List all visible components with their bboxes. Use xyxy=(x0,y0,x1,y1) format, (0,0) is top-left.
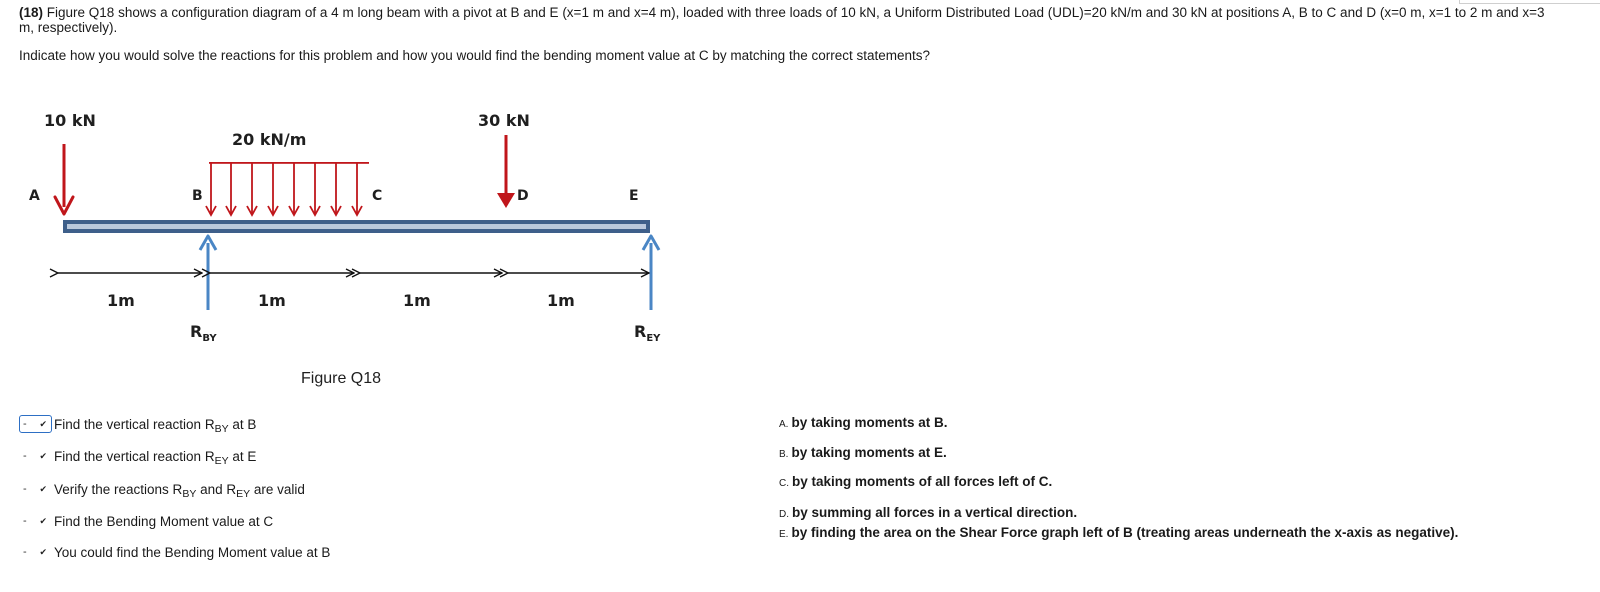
span-cd-label: 1m xyxy=(403,291,431,310)
answer-option-a: A. by taking moments at B. xyxy=(779,415,948,430)
question-body: Figure Q18 shows a configuration diagram of a 4 m long beam with a pivot at B and E (x=1 m and x=4 m), loaded with three loads of 10 kN, a Uniform Distributed Load (UDL)=20 kN/m and 30 kN at positions A, B to C and D (x=0 m, x=1 to 2 m and x=3 m, respectively). xyxy=(19,5,1545,35)
span-ab-label: 1m xyxy=(107,291,135,310)
match-select-3[interactable]: - ✔ xyxy=(23,483,47,495)
reaction-e-label: $R_{EY}$ xyxy=(634,322,661,344)
load-a-label: 10 kN xyxy=(44,111,96,130)
point-d-label: D xyxy=(517,188,529,204)
span-bc-label: 1m xyxy=(258,291,286,310)
span-de-label: 1m xyxy=(547,291,575,310)
chevron-down-icon: ✔ xyxy=(39,483,47,494)
match-select-1[interactable]: - ✔ xyxy=(19,415,52,433)
udl-label: 20 kN/m xyxy=(232,130,307,149)
match-statement-5: You could find the Bending Moment value at B xyxy=(54,544,331,560)
match-statement-1: Find the vertical reaction $R_{BY}$ at B xyxy=(54,416,257,435)
point-e-label: E xyxy=(629,188,639,204)
match-row-4 xyxy=(19,511,273,531)
match-select-4[interactable]: - ✔ xyxy=(23,515,47,527)
question-number: (18) xyxy=(19,5,44,20)
answer-option-c: C. by taking moments of all forces left of C. xyxy=(779,474,1053,489)
chevron-down-icon: ✔ xyxy=(39,450,47,461)
chevron-down-icon: ✔ xyxy=(39,515,47,526)
answer-option-d: D. by summing all forces in a vertical direction. xyxy=(779,505,1078,520)
match-select-2[interactable]: - ✔ xyxy=(23,450,47,462)
chevron-down-icon: ✔ xyxy=(39,418,47,429)
match-statement-4: Find the Bending Moment value at C xyxy=(54,513,274,529)
load-arrow-d xyxy=(497,135,515,208)
udl-load xyxy=(206,162,369,215)
figure-caption: Figure Q18 xyxy=(301,370,382,387)
match-statement-2: Find the vertical reaction $R_{EY}$ at E xyxy=(54,448,257,467)
instruction-text: Indicate how you would solve the reactions for this problem and how you would find the bending moment value at C by matching the correct statements? xyxy=(19,48,931,63)
match-row-2 xyxy=(19,446,256,466)
point-c-label: C xyxy=(372,188,383,204)
match-statement-3: Verify the reactions $R_{BY}$ and $R_{EY}$ are valid xyxy=(54,481,305,500)
load-arrow-a xyxy=(55,144,73,214)
point-b-label: B xyxy=(192,188,203,204)
chevron-down-icon: ✔ xyxy=(39,546,47,557)
point-a-label: A xyxy=(29,188,40,204)
beam-inner xyxy=(67,224,646,229)
match-select-5[interactable]: - ✔ xyxy=(23,546,47,558)
answer-option-e: E. by finding the area on the Shear Force graph left of B (treating areas underneath the x-axis as negative). xyxy=(779,525,1459,540)
match-row-3 xyxy=(19,479,305,499)
reaction-b-label: $R_{BY}$ xyxy=(190,322,217,344)
answer-option-b: B. by taking moments at E. xyxy=(779,445,947,460)
match-row-1 xyxy=(19,414,256,434)
load-d-label: 30 kN xyxy=(478,111,530,130)
match-row-5 xyxy=(19,542,330,562)
